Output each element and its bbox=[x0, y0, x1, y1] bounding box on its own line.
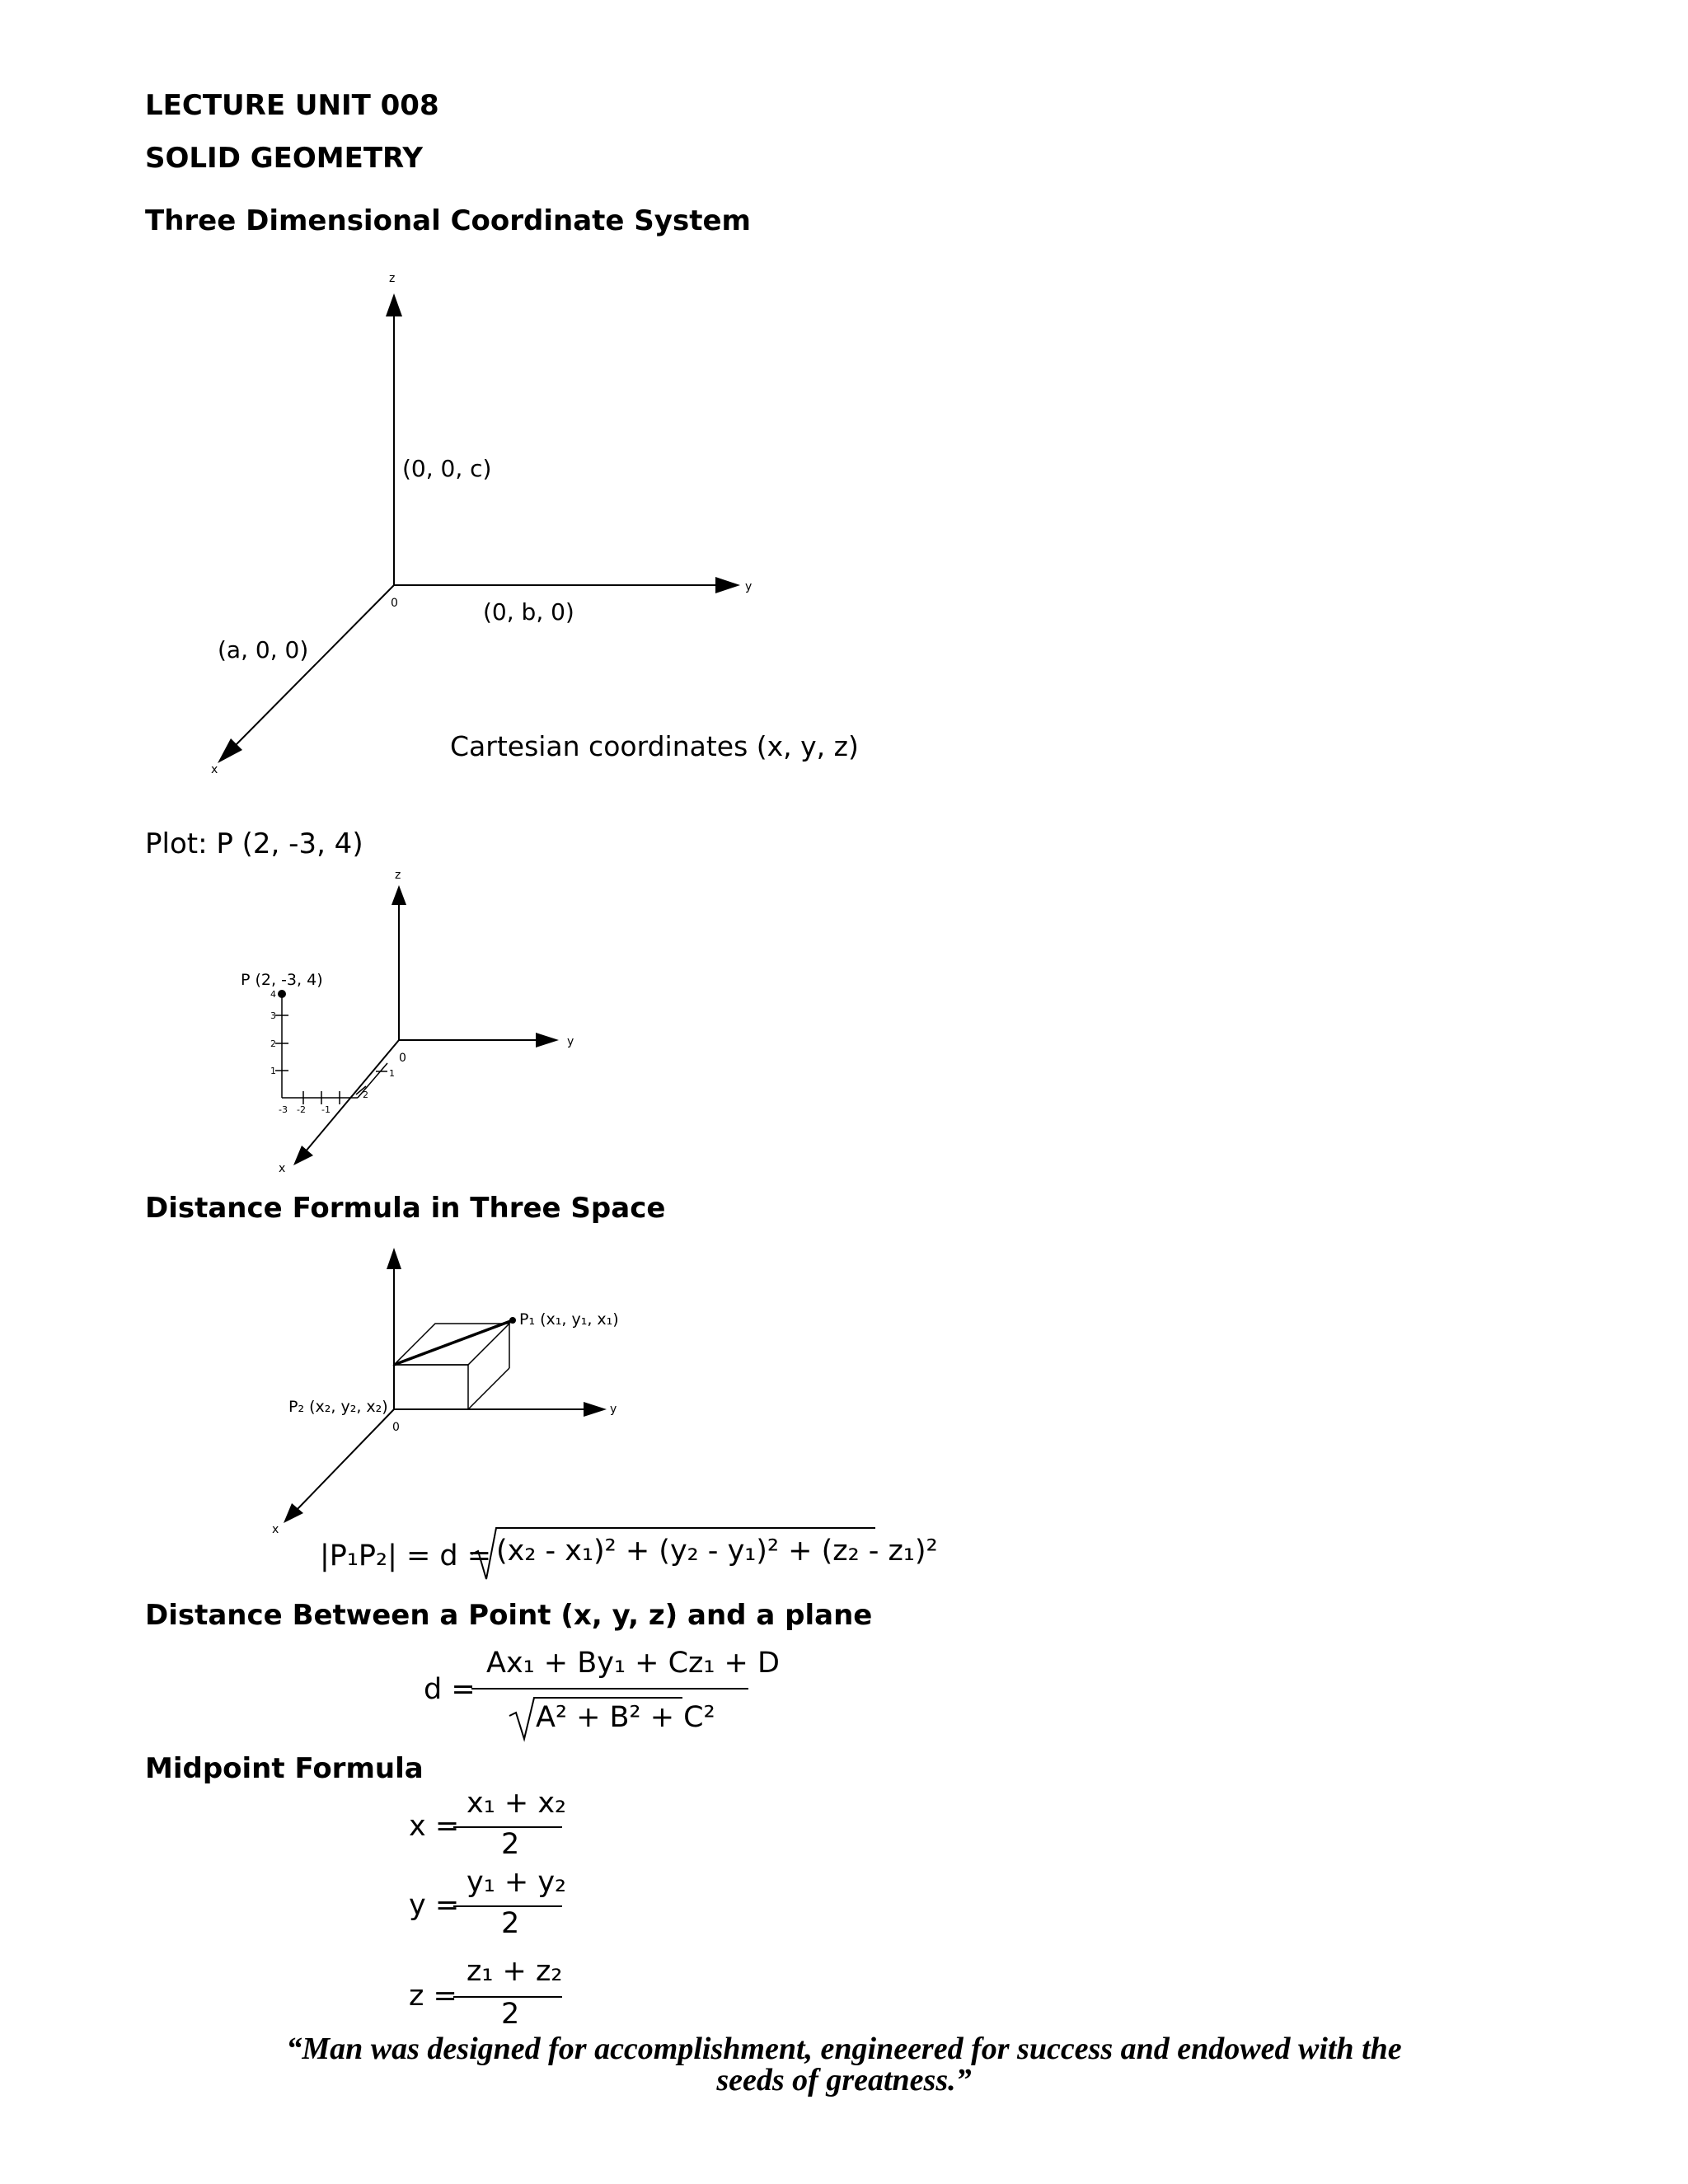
d3-axis-y-label: y bbox=[610, 1403, 617, 1416]
midpoint-y-lhs: y = bbox=[409, 1889, 460, 1922]
d3-box bbox=[394, 1324, 509, 1409]
midpoint-z-denominator: 2 bbox=[501, 1998, 520, 2031]
plot-y-tick-neg3: -3 bbox=[279, 1104, 288, 1115]
plot-x-arrow-head bbox=[293, 1146, 313, 1165]
plane-formula-lhs: d = bbox=[424, 1673, 476, 1706]
plane-formula-numerator: Ax₁ + By₁ + Cz₁ + D bbox=[486, 1647, 780, 1680]
d1-axis-x-label: x bbox=[211, 763, 218, 776]
plane-formula-denominator: A² + B² + C² bbox=[536, 1701, 715, 1734]
distance-formula-rhs: (x₂ - x₁)² + (y₂ - y₁)² + (z₂ - z₁)² bbox=[496, 1535, 938, 1568]
plot-x-axis-line bbox=[305, 1040, 399, 1152]
d3-axis-x-label: x bbox=[272, 1523, 279, 1536]
y-arrow-head bbox=[715, 577, 740, 593]
plot-axis-y-label: y bbox=[567, 1035, 574, 1048]
section-distance-formula: Distance Formula in Three Space bbox=[145, 1192, 666, 1225]
plot-axis-x-label: x bbox=[279, 1162, 286, 1175]
plot-point-p bbox=[278, 990, 286, 998]
plot-y-tick-neg2: -2 bbox=[297, 1104, 306, 1115]
plot-z-tick-1: 1 bbox=[270, 1066, 276, 1076]
plot-x-tick-2: 2 bbox=[363, 1090, 368, 1100]
d3-point-p1 bbox=[509, 1317, 516, 1324]
section-midpoint: Midpoint Formula bbox=[145, 1752, 424, 1785]
midpoint-x-lhs: x = bbox=[409, 1810, 460, 1843]
plot-z-tick-2: 2 bbox=[270, 1038, 276, 1049]
plot-z-tick-3: 3 bbox=[270, 1010, 276, 1021]
d1-axis-y-label: y bbox=[745, 580, 753, 593]
plot-y-tick-1: 1 bbox=[389, 1068, 395, 1079]
plot-y-arrow-head bbox=[536, 1033, 559, 1047]
midpoint-y-numerator: y₁ + y₂ bbox=[467, 1866, 567, 1899]
midpoint-x-denominator: 2 bbox=[501, 1828, 520, 1861]
plot-y-tick-neg1: -1 bbox=[321, 1104, 331, 1115]
d3-p1-label: P₁ (x₁, y₁, x₁) bbox=[519, 1310, 619, 1329]
midpoint-z-lhs: z = bbox=[409, 1980, 457, 2013]
d3-origin-label: 0 bbox=[392, 1421, 400, 1434]
d3-p2-label: P₂ (x₂, y₂, x₂) bbox=[288, 1398, 388, 1416]
midpoint-x-numerator: x₁ + x₂ bbox=[467, 1787, 567, 1820]
midpoint-y-denominator: 2 bbox=[501, 1907, 520, 1940]
x-axis-line bbox=[232, 585, 394, 748]
plot-z-arrow-head bbox=[392, 885, 406, 905]
quote-line-2: seeds of greatness.” bbox=[716, 2063, 972, 2097]
plot-origin-label: 0 bbox=[399, 1052, 406, 1065]
plane-fraction-bar bbox=[471, 1688, 748, 1690]
d1-point-y-label: (0, b, 0) bbox=[483, 598, 574, 626]
d1-caption: Cartesian coordinates (x, y, z) bbox=[450, 730, 859, 762]
d1-axis-z-label: z bbox=[389, 272, 396, 285]
distance-formula-lhs: |P₁P₂| = d = bbox=[320, 1540, 492, 1572]
d3-segment bbox=[394, 1320, 513, 1365]
d3-z-arrow-head bbox=[387, 1248, 401, 1269]
midpoint-z-numerator: z₁ + z₂ bbox=[467, 1955, 563, 1988]
plot-axis-z-label: z bbox=[395, 869, 401, 882]
section-coordinate-system: Three Dimensional Coordinate System bbox=[145, 204, 751, 237]
z-arrow-head bbox=[386, 293, 402, 316]
d3-x-axis-line bbox=[297, 1409, 394, 1510]
subject-title: SOLID GEOMETRY bbox=[145, 142, 423, 175]
plot-point-label: P (2, -3, 4) bbox=[241, 971, 323, 989]
d1-point-x-label: (a, 0, 0) bbox=[218, 636, 309, 663]
lecture-unit-title: LECTURE UNIT 008 bbox=[145, 89, 439, 122]
plot-title: Plot: P (2, -3, 4) bbox=[145, 827, 363, 860]
d3-y-arrow-head bbox=[584, 1402, 607, 1417]
d1-point-z-label: (0, 0, c) bbox=[402, 455, 492, 482]
section-point-plane: Distance Between a Point (x, y, z) and a plane bbox=[145, 1599, 873, 1632]
quote-line-1: “Man was designed for accomplishment, engineered for success and endowed with the bbox=[286, 2032, 1402, 2066]
plot-z-tick-4: 4 bbox=[270, 989, 276, 1000]
d1-origin-label: 0 bbox=[391, 597, 398, 610]
